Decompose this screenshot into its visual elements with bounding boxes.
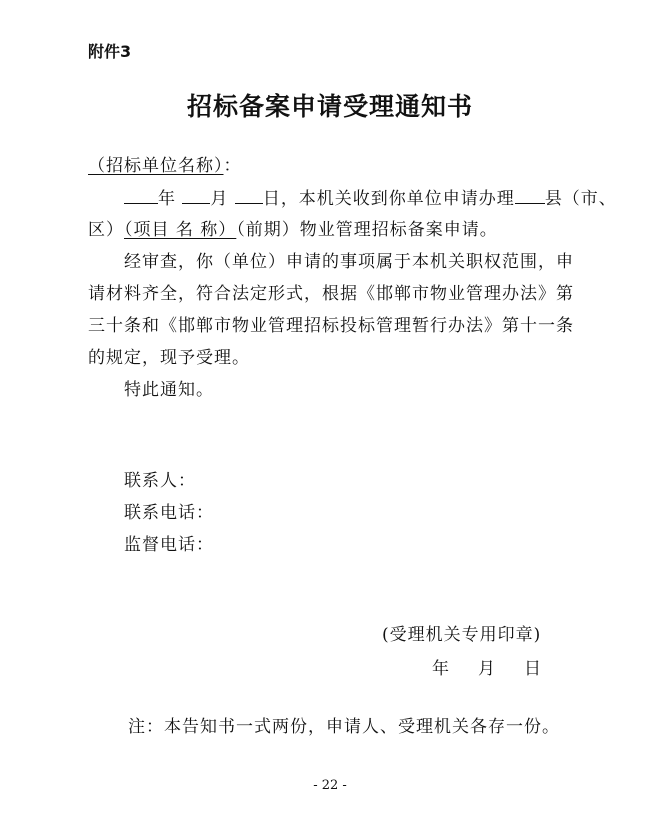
seal-month: 月 xyxy=(478,659,496,679)
month-blank xyxy=(182,187,210,204)
review-line-3: 三十条和《邯郸市物业管理招标投标管理暂行办法》第十一条 xyxy=(88,316,574,336)
contact-person: 联系人： xyxy=(124,471,196,491)
county-blank xyxy=(515,187,545,204)
date-line xyxy=(124,187,617,210)
document-title: 招标备案申请受理通知书 xyxy=(186,92,473,121)
application-type-text: （前期）物业管理招标备案申请。 xyxy=(236,220,498,240)
closing-text: 特此通知。 xyxy=(124,380,214,400)
month-label: 月 xyxy=(210,189,229,209)
day-blank xyxy=(235,187,263,204)
review-line-1: 经审查，你（单位）申请的事项属于本机关职权范围，申 xyxy=(124,252,574,272)
recipient-colon: ： xyxy=(223,156,242,176)
review-line-4: 的规定，现予受理。 xyxy=(88,348,250,368)
seal-year: 年 xyxy=(432,659,450,679)
project-name: （项目 名 称） xyxy=(124,220,237,240)
project-line xyxy=(88,219,498,241)
review-line-2: 请材料齐全，符合法定形式，根据《邯郸市物业管理办法》第 xyxy=(88,284,574,304)
contact-phone: 联系电话： xyxy=(124,503,214,523)
recipient-name: （招标单位名称） xyxy=(88,156,224,176)
county-text: 县（市、 xyxy=(544,189,617,209)
recipient-line xyxy=(88,155,242,177)
district-text: 区） xyxy=(88,220,124,240)
supervision-phone: 监督电话： xyxy=(124,535,214,555)
attachment-label: 附件3 xyxy=(88,42,132,61)
received-text: ，本机关收到你单位申请办理 xyxy=(280,189,515,209)
seal-date xyxy=(432,658,542,680)
year-blank xyxy=(124,187,158,204)
footer-note: 注：本告知书一式两份，申请人、受理机关各存一份。 xyxy=(128,717,560,737)
day-label: 日 xyxy=(262,189,281,209)
seal-label: (受理机关专用印章) xyxy=(382,625,542,645)
year-label: 年 xyxy=(158,189,176,209)
page-number: - 22 - xyxy=(313,778,347,793)
seal-day: 日 xyxy=(524,659,542,679)
